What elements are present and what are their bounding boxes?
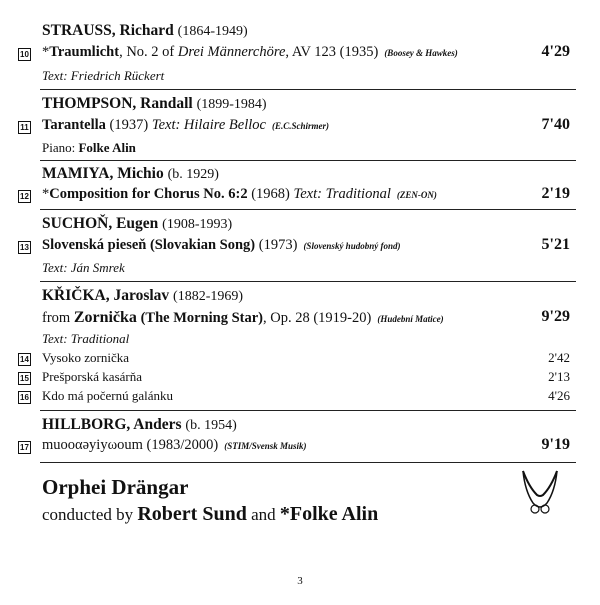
conductor-line bbox=[42, 503, 378, 526]
composer-heading bbox=[42, 22, 248, 40]
work-title: Traumlicht bbox=[49, 44, 120, 60]
duration: 9'19 bbox=[541, 436, 570, 453]
divider bbox=[40, 209, 576, 210]
work-details: (1937) bbox=[105, 117, 152, 133]
text-author: Text: Traditional bbox=[293, 186, 391, 202]
movement-duration: 2'13 bbox=[548, 369, 570, 384]
composer-dates: (b. 1929) bbox=[167, 167, 219, 182]
duration: 5'21 bbox=[541, 236, 570, 253]
composer-name: MAMIYA, Michio bbox=[42, 165, 164, 182]
track-number: 16 bbox=[18, 391, 31, 404]
composer-name: HILLBORG, Anders bbox=[42, 416, 182, 433]
track-number: 15 bbox=[18, 372, 31, 385]
composer-heading bbox=[42, 287, 243, 305]
text-author: Text: Hilaire Belloc bbox=[151, 117, 266, 133]
composer-heading bbox=[42, 416, 237, 434]
conjunction: and bbox=[246, 505, 280, 524]
duration: 4'29 bbox=[541, 43, 570, 60]
conductor-name-secondary: *Folke Alin bbox=[279, 503, 379, 525]
composer-dates: (1882-1969) bbox=[173, 289, 244, 304]
choir-name: Orphei Drängar bbox=[42, 475, 189, 499]
work-collection: Drei Männerchöre bbox=[177, 44, 286, 60]
work-details: (1968) bbox=[247, 186, 294, 202]
divider bbox=[40, 281, 576, 282]
track-number: 13 bbox=[18, 241, 31, 254]
composer-name: STRAUSS, Richard bbox=[42, 22, 174, 39]
work-prefix: from bbox=[42, 310, 74, 326]
work-title: Zornička bbox=[73, 309, 137, 326]
composer-name: SUCHOŇ, Eugen bbox=[42, 215, 159, 232]
composer-dates: (1899-1984) bbox=[196, 97, 267, 112]
work-details: , Op. 28 (1919-20) bbox=[263, 310, 372, 326]
work-line bbox=[42, 186, 437, 203]
publisher: (STIM/Svensk Musik) bbox=[224, 441, 307, 451]
text-author: Text: Friedrich Rückert bbox=[42, 68, 165, 83]
duration: 2'19 bbox=[541, 185, 570, 202]
composer-heading bbox=[42, 165, 219, 183]
star-marker: * bbox=[42, 186, 50, 202]
conductor-name: Robert Sund bbox=[137, 503, 247, 525]
divider bbox=[40, 410, 576, 411]
track-number: 17 bbox=[18, 441, 31, 454]
publisher: (E.C.Schirmer) bbox=[271, 121, 329, 131]
performer-line bbox=[42, 140, 136, 156]
publisher: (ZEN-ON) bbox=[396, 190, 437, 200]
movement-title: Kdo má počernú galánku bbox=[42, 388, 174, 403]
movement-duration: 2'42 bbox=[548, 350, 570, 365]
performer-name: Folke Alin bbox=[78, 140, 136, 155]
publisher: (Boosey & Hawkes) bbox=[384, 48, 458, 58]
publisher: (Hudební Matice) bbox=[377, 314, 444, 324]
text-author: Text: Ján Smrek bbox=[42, 260, 125, 275]
composer-heading bbox=[42, 95, 267, 113]
work-line bbox=[42, 44, 458, 61]
composer-dates: (1908-1993) bbox=[162, 217, 233, 232]
movement-title: Prešporská kasárňa bbox=[42, 369, 142, 384]
work-title: muοοαəyiyωοum bbox=[42, 437, 143, 453]
divider bbox=[40, 160, 576, 161]
duration: 7'40 bbox=[541, 116, 570, 133]
publisher: (Slovenský hudobný fond) bbox=[303, 241, 401, 251]
conducted-by-label: conducted by bbox=[42, 505, 138, 524]
work-details: , No. 2 of bbox=[119, 44, 178, 60]
composer-dates: (1864-1949) bbox=[177, 24, 248, 39]
composer-heading bbox=[42, 215, 232, 233]
composer-dates: (b. 1954) bbox=[185, 418, 237, 433]
duration: 9'29 bbox=[541, 308, 570, 325]
movement-duration: 4'26 bbox=[548, 388, 570, 403]
work-title: Tarantella bbox=[42, 117, 106, 133]
work-details: (1973) bbox=[255, 237, 298, 253]
track-number: 11 bbox=[18, 121, 31, 134]
work-line bbox=[42, 437, 307, 454]
star-marker: * bbox=[42, 44, 50, 60]
work-line bbox=[42, 117, 329, 134]
track-number: 12 bbox=[18, 190, 31, 203]
work-catalog: , AV 123 (1935) bbox=[285, 44, 379, 60]
composer-name: KŘIČKA, Jaroslav bbox=[42, 287, 170, 304]
page-number: 3 bbox=[297, 575, 303, 587]
track-number: 14 bbox=[18, 353, 31, 366]
work-line bbox=[42, 237, 400, 254]
text-author: Text: Traditional bbox=[42, 331, 130, 346]
composer-name: THOMPSON, Randall bbox=[42, 95, 193, 112]
track-number: 10 bbox=[18, 48, 31, 61]
performer-role: Piano: bbox=[42, 140, 79, 155]
work-line bbox=[42, 309, 444, 327]
work-subtitle: (The Morning Star) bbox=[136, 310, 263, 326]
divider bbox=[40, 462, 576, 463]
work-title: Slovenská pieseň (Slovakian Song) bbox=[42, 237, 256, 253]
work-details: (1983/2000) bbox=[142, 437, 219, 453]
work-title: Composition for Chorus No. 6:2 bbox=[49, 186, 248, 202]
movement-title: Vysoko zornička bbox=[42, 350, 130, 365]
orphei-drangar-logo-icon bbox=[515, 465, 565, 525]
divider bbox=[40, 89, 576, 90]
